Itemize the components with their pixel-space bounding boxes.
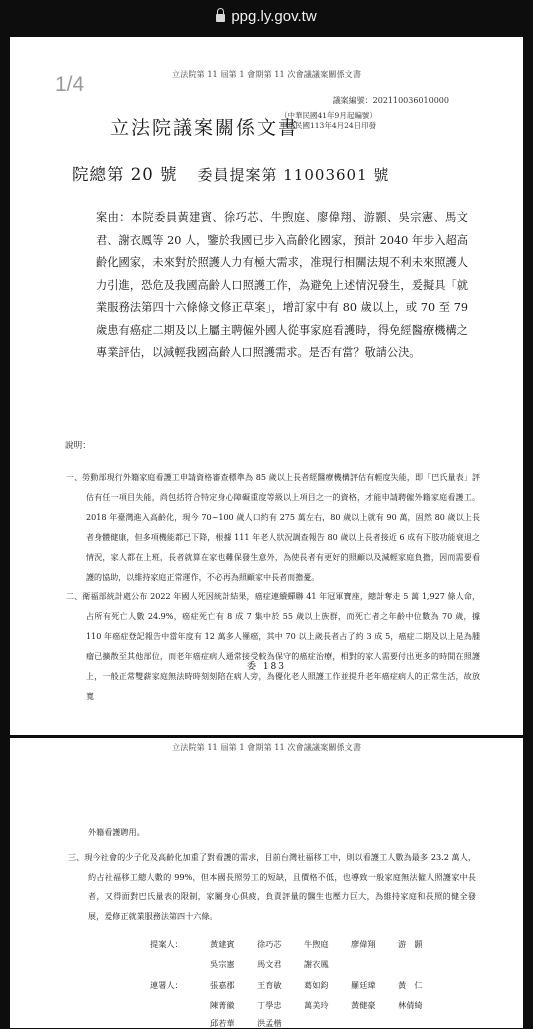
cosigner-name: 羅廷瑋 bbox=[351, 980, 376, 990]
document-page-2 bbox=[10, 738, 523, 1028]
case-label: 案由： bbox=[96, 211, 131, 224]
cosigners-row-1 bbox=[150, 980, 445, 991]
proposer-name: 馬文君 bbox=[257, 959, 282, 969]
address-bar[interactable] bbox=[0, 0, 533, 32]
cosigner-name: 丁學忠 bbox=[257, 1000, 282, 1010]
date-line-2: 中華民國113年4月24日印發 bbox=[280, 121, 377, 130]
explanation-item-3: 三、現今社會的少子化及高齡化加重了對看護的需求，目前台灣社福移工中，則以看護工人數為最多 23.2 萬人，約占社福移工總人數的 99%，但本國長照勞工的短缺，且價格不低，也導致一般家庭無法僱人照護家中長者，又得面對巴氏量表的限制，家屬身心俱疲，負責評量的醫生也壓力巨大，為維持家庭和長照的健全發展，爰修正就業服務法第四十六條。 bbox=[68, 852, 476, 921]
cosigner-name: 洪孟楷 bbox=[257, 1018, 282, 1028]
date-block bbox=[280, 111, 377, 131]
explanation-item-1: 一、勞動部現行外籍家庭看護工申請資格審查標準為 85 歲以上長者經醫療機構評估有輕度失能，即「巴氏量表」評估有任一項目失能，尚包括符合特定身心障礙重度等級以上項目之一的資格，才能申請聘僱外籍家庭看護工。2018 年臺灣進入高齡化，現今 70~100 歲人口約有 275 萬左右，80 歲以上就有 90 萬，固然 80 歲以上長者身體健康，但多項機能都已下降，根據 111 年老人狀況調查報告 80 歲以上長者接近 6 成有下肢功能衰退之情況，家人都在上班，長者就算在家也難保發生意外，為使長者有更好的照顧以及減輕家庭負擔，因而需要看護的協助，以維持家庭正常運作，不必再為照顧家中長者而擔憂。 bbox=[66, 473, 480, 582]
running-header: 立法院第 11 屆第 1 會期第 11 次會議議案關係文書 bbox=[171, 742, 362, 752]
explanation-item-2: 二、衛福部統計處公布 2022 年國人死因統計結果，癌症連續蟬聯 41 年冠軍寶座，總計奪走 5 萬 1,927 條人命，占所有死亡人數 24.9%，癌症死亡有 8 成 7 集中於 55 歲以上族群，而死亡者之年齡中位數為 70 歲，據 110 年癌症登記報告中當年度有 12 萬多人罹癌，其中 70 以上歲長者占了約 3 成 5，癌症二期及以上是為腫瘤已擴散至其他部位，而老年癌症病人通常接受較為保守的癌症治療，相對的家人需要付出更多的時間在照護上，一般正常雙薪家庭無法時時刻刻陪在病人旁，為優化老人照護工作並提升老年癌症病人的正常生活，故放寬 bbox=[66, 592, 480, 701]
continuation-text: 外籍看護聘用。 bbox=[88, 827, 145, 837]
proposer-name: 徐巧芯 bbox=[257, 939, 282, 949]
doc-number: 議案編號：202110036010000 bbox=[332, 96, 449, 105]
bill-number bbox=[72, 161, 389, 185]
proposer-name: 吳宗憲 bbox=[210, 959, 235, 969]
cosigner-name: 葛如鈞 bbox=[304, 980, 329, 990]
bill-no-right: 委員提案第 11003601 號 bbox=[197, 166, 390, 184]
proposer-name: 游 顥 bbox=[398, 939, 423, 949]
proposer-name: 牛煦庭 bbox=[304, 939, 329, 949]
bill-no-left: 院總第 20 號 bbox=[72, 165, 178, 184]
document-page-1 bbox=[10, 37, 523, 735]
cosigner-name: 陳菁徽 bbox=[210, 1000, 235, 1010]
cosigner-name: 張嘉郡 bbox=[210, 980, 235, 990]
cosigner-name: 林倩綺 bbox=[398, 1000, 423, 1010]
cosigner-name: 黃 仁 bbox=[398, 980, 423, 990]
page-counter: 1/4 bbox=[55, 73, 85, 96]
running-header: 立法院第 11 屆第 1 會期第 11 次會議議案關係文書 bbox=[171, 69, 362, 79]
proposer-name: 黃建賓 bbox=[210, 939, 235, 949]
cosigners-row-2 bbox=[210, 1000, 445, 1011]
cosigner-name: 萬美玲 bbox=[304, 1000, 329, 1010]
explanation-label: 說明： bbox=[65, 441, 91, 451]
cosigners-label: 連署人： bbox=[150, 980, 183, 990]
proposer-name: 廖偉翔 bbox=[351, 939, 376, 949]
cosigner-name: 黃健豪 bbox=[351, 1000, 376, 1010]
proposers-row-1 bbox=[150, 939, 445, 950]
cosigner-name: 王育敏 bbox=[257, 980, 282, 990]
url-text: ppg.ly.gov.tw bbox=[231, 7, 317, 25]
document-title: 立法院議案關係文書 bbox=[110, 117, 300, 139]
case-summary bbox=[96, 207, 468, 365]
cosigner-name: 邱若華 bbox=[210, 1018, 235, 1028]
lock-icon bbox=[216, 14, 225, 22]
case-text: 本院委員黃建賓、徐巧芯、牛煦庭、廖偉翔、游顥、吳宗憲、馬文君、謝衣鳳等 20 人，鑒於我國已步入高齡化國家，預計 2040 年步入超高齡化國家，未來對於照護人力有極大需求，准現行相關法規不利未來照護人力引進，恐危及我國高齡人口照護工作，為避免上述情況發生，爰擬具「就業服務法第四十六條條文修正草案」，增訂家中有 80 歲以上，或 70 至 79 歲患有癌症二期及以上屬主聘僱外國人從事家庭看護時，得免經醫療機構之專業評估，以減輕我國高齡人口照護需求。是否有當？敬請公決。 bbox=[96, 211, 468, 359]
page-folio: 委 183 bbox=[246, 662, 287, 672]
proposer-name: 謝衣鳳 bbox=[304, 959, 329, 969]
proposers-label: 提案人： bbox=[150, 939, 183, 949]
date-line-1: （中華民國41年9月起編號） bbox=[280, 111, 377, 120]
proposers-row-2 bbox=[210, 959, 351, 970]
